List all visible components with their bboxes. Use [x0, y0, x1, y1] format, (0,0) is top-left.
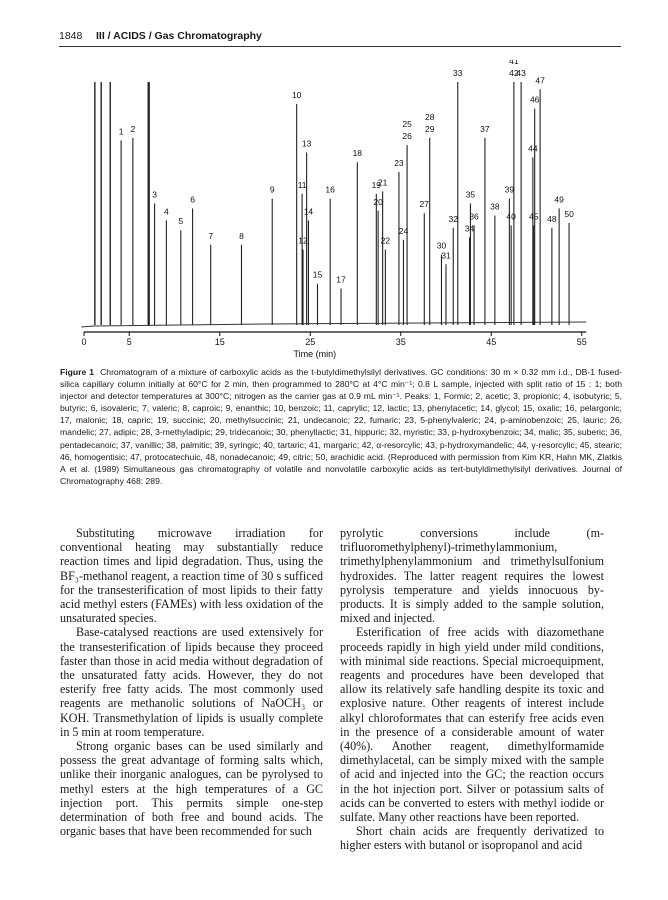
peak-label: 11 — [297, 179, 307, 190]
running-header — [59, 28, 621, 47]
body-column-right — [340, 526, 604, 853]
peak-label: 24 — [398, 225, 409, 236]
peak-label: 44 — [528, 143, 538, 154]
peak-label: 48 — [547, 213, 557, 224]
chromatogram-figure — [0, 60, 668, 365]
peak-label: 50 — [564, 208, 574, 219]
peak-label: 33 — [453, 68, 463, 78]
chromatogram-trace — [81, 82, 586, 327]
page-number: 1848 — [59, 30, 83, 42]
figure-caption-text: Chromatogram of a mixture of carboxylic acids as the t-butyldimethylsilyl derivatives. GC conditions: 30 m × 0.32 mm i.d., DB-1 fused-silica capillary column initially at 60°C for 2 min, then programmed to 280°C at 4°C min⁻¹; 0.8 L sample, injected with split ratio of 15 : 1; both injector and detector temperatures at 300°C; nitrogen as the carrier gas at 0.9 mL min⁻¹. Peaks: 1, Formic; 2, acetic; 3, propionic; 4, isobutyric; 5, butyric; 6, isovaleric; 7, valeric; 8, caproic; 9, enanthic; 10, benzoic; 11, caprylic; 12, lactic; 13, phenylacetic; 14, glycol; 15, oxalic; 16, pelargonic; 17, malonic; 18, capric; 19, succinic; 20, methylsuccinic; 21, undecanoic; 22, fumaric; 23, 5-phenylvaleric; 24, p-aminobenzoic; 25, lauric; 26, mandelic; 27, adipic; 28, 3-methyladipic; 29, tridecanoic; 30, phenyllactic; 31, hippuric; 32, myristic; 33, p-hydroxybenzoic; 34, malic; 35, suberic; 36, pentadecanoic; 37, vanillic; 38, palmitic; 39, syringic; 40, tartaric; 41, margaric; 42, α-resorcylic; 43, p-hydroxymandelic; 44, γ-resorcylic; 45, stearic; 46, homogentisic; 47, protocatechuic, 48, nonadecanoic; 49, citric; 50, arachidic acid. (Reproduced with permission from Kim KR, Hahn MK, Zlatkis A et al. (1989) Simultaneous gas chromatography of volatile and nonvolatile carboxylic acids as tert-butyldimethylsilyl derivatives. Journal of Chromatography 468: 289. — [60, 367, 622, 486]
peak-label: 45 — [529, 211, 539, 222]
peak-label: 42 — [509, 68, 519, 78]
x-tick-label: 0 — [81, 337, 87, 347]
peak-label: 1 — [118, 126, 124, 137]
x-tick-label: 15 — [214, 337, 225, 347]
paragraph: Esterification of free acids with diazomethane proceeds rapidly in high yield under mild conditions, with minimal side reactions. Special microequipment, reagents and procedures have been developed that allow its relatively safe handling despite its toxic and explosive nature. Other reagents of interest include alkyl chloroformates that can esterify free acids even in the presence of a considerable amount of water (40%). Another reagent, dimethylformamide dimethylacetal, can be simply mixed with the sample of acid and injected into the GC; the reaction occurs in the hot injection port. Silver or potassium salts of acids can be converted to esters with methyl iodide or sulfate. Many other reactions have been reported. — [340, 625, 604, 825]
peak-label: 14 — [303, 206, 314, 217]
peak-label: 19 — [371, 179, 382, 190]
peak-label: 15 — [312, 269, 323, 280]
peak-label: 32 — [448, 213, 458, 224]
peak-label: 37 — [480, 123, 490, 134]
peak-label: 38 — [490, 201, 500, 212]
peak-label: 46 — [529, 94, 540, 105]
paragraph: Base-catalysed reactions are used extensively for the transesterification of lipids because they proceed faster than those in acid media without degradation of the unsaturated fatty acids. However, they do not esterify free fatty acids. The most commonly used reagents are methanolic solutions of NaOCH₃ or KOH. Transmethylation of lipids is usually complete in 5 min at room temperature. — [60, 625, 323, 739]
paragraph: Strong organic bases can be used similarly and possess the great advantage of forming salts which, unlike their inorganic analogues, can be pyrolysed to methyl esters at the high temperatures of a GC injection port. This permits simple one-step determination of both free and bound acids. The organic bases that have been recommended for such — [60, 739, 323, 839]
peak-label: 22 — [380, 235, 391, 246]
peak-label: 12 — [298, 235, 308, 246]
peak-label: 21 — [377, 177, 388, 188]
peak-label: 31 — [441, 250, 451, 261]
peak-label: 16 — [325, 184, 335, 195]
paragraph: Substituting microwave irradiation for conventional heating may substantially reduce reaction times and lipid degradation. Thus, using the BF₃-methanol reagent, a reaction time of 30 s sufficed for the transesterification of most lipids to their fatty acid methyl esters (FAMEs) with less oxidation of the unsaturated species. — [60, 526, 323, 626]
peak-label: 6 — [190, 194, 195, 205]
peak-label: 26 — [402, 131, 412, 142]
peak-label: 27 — [419, 199, 430, 210]
peak-label: 2 — [130, 123, 136, 134]
x-tick-label: 25 — [305, 337, 316, 347]
peak-label: 5 — [178, 216, 184, 227]
x-axis-label: Time (min) — [293, 349, 337, 359]
peak-label: 3 — [152, 189, 157, 200]
peak-label: 23 — [394, 157, 404, 168]
x-tick-label: 5 — [126, 337, 132, 347]
peak-label: 28 — [424, 111, 435, 122]
peak-label: 39 — [504, 184, 515, 195]
peak-label: 10 — [291, 89, 302, 100]
peak-label: 9 — [269, 184, 275, 195]
peak-label: 17 — [336, 274, 346, 285]
peak-label: 25 — [402, 119, 412, 130]
peak-label: 29 — [424, 123, 435, 134]
peak-label: 8 — [239, 230, 244, 241]
figure-label: Figure 1 — [60, 367, 95, 377]
peak-label: 35 — [465, 189, 476, 200]
peak-label: 34 — [464, 223, 475, 234]
figure-caption — [60, 366, 622, 487]
peak-label: 47 — [535, 75, 545, 86]
peak-label: 18 — [352, 148, 363, 159]
paragraph: Short chain acids are frequently derivatized to higher esters with butanol or isopropanol and acid — [340, 824, 604, 853]
peak-label: 4 — [163, 206, 169, 217]
peak-label: 49 — [554, 194, 564, 205]
peak-label: 20 — [373, 196, 383, 207]
chromatogram-plot — [0, 60, 668, 365]
x-tick-label: 55 — [576, 337, 587, 347]
peak-label: 43 — [516, 68, 526, 78]
peak-label: 36 — [469, 211, 479, 222]
peak-label: 7 — [208, 230, 214, 241]
x-axis — [81, 332, 586, 359]
running-title: III / ACIDS / Gas Chromatography — [96, 30, 262, 42]
paragraph: pyrolytic conversions include (m-trifluoromethylphenyl)-trimethylammonium, trimethylphenylammonium and trimethylsulfonium hydroxides. The latter reagent requires the lowest pyrolysis temperature and yields innocuous by-products. It is simply added to the sample solution, mixed and injected. — [340, 526, 604, 626]
peak-label: 40 — [506, 211, 516, 222]
body-column-left — [60, 526, 323, 838]
peak-label: 30 — [436, 240, 447, 251]
peak-label: 13 — [301, 138, 312, 149]
peak-label: 41 — [509, 60, 519, 66]
x-tick-label: 35 — [395, 337, 406, 347]
x-tick-label: 45 — [486, 337, 497, 347]
peak-labels — [119, 60, 574, 285]
